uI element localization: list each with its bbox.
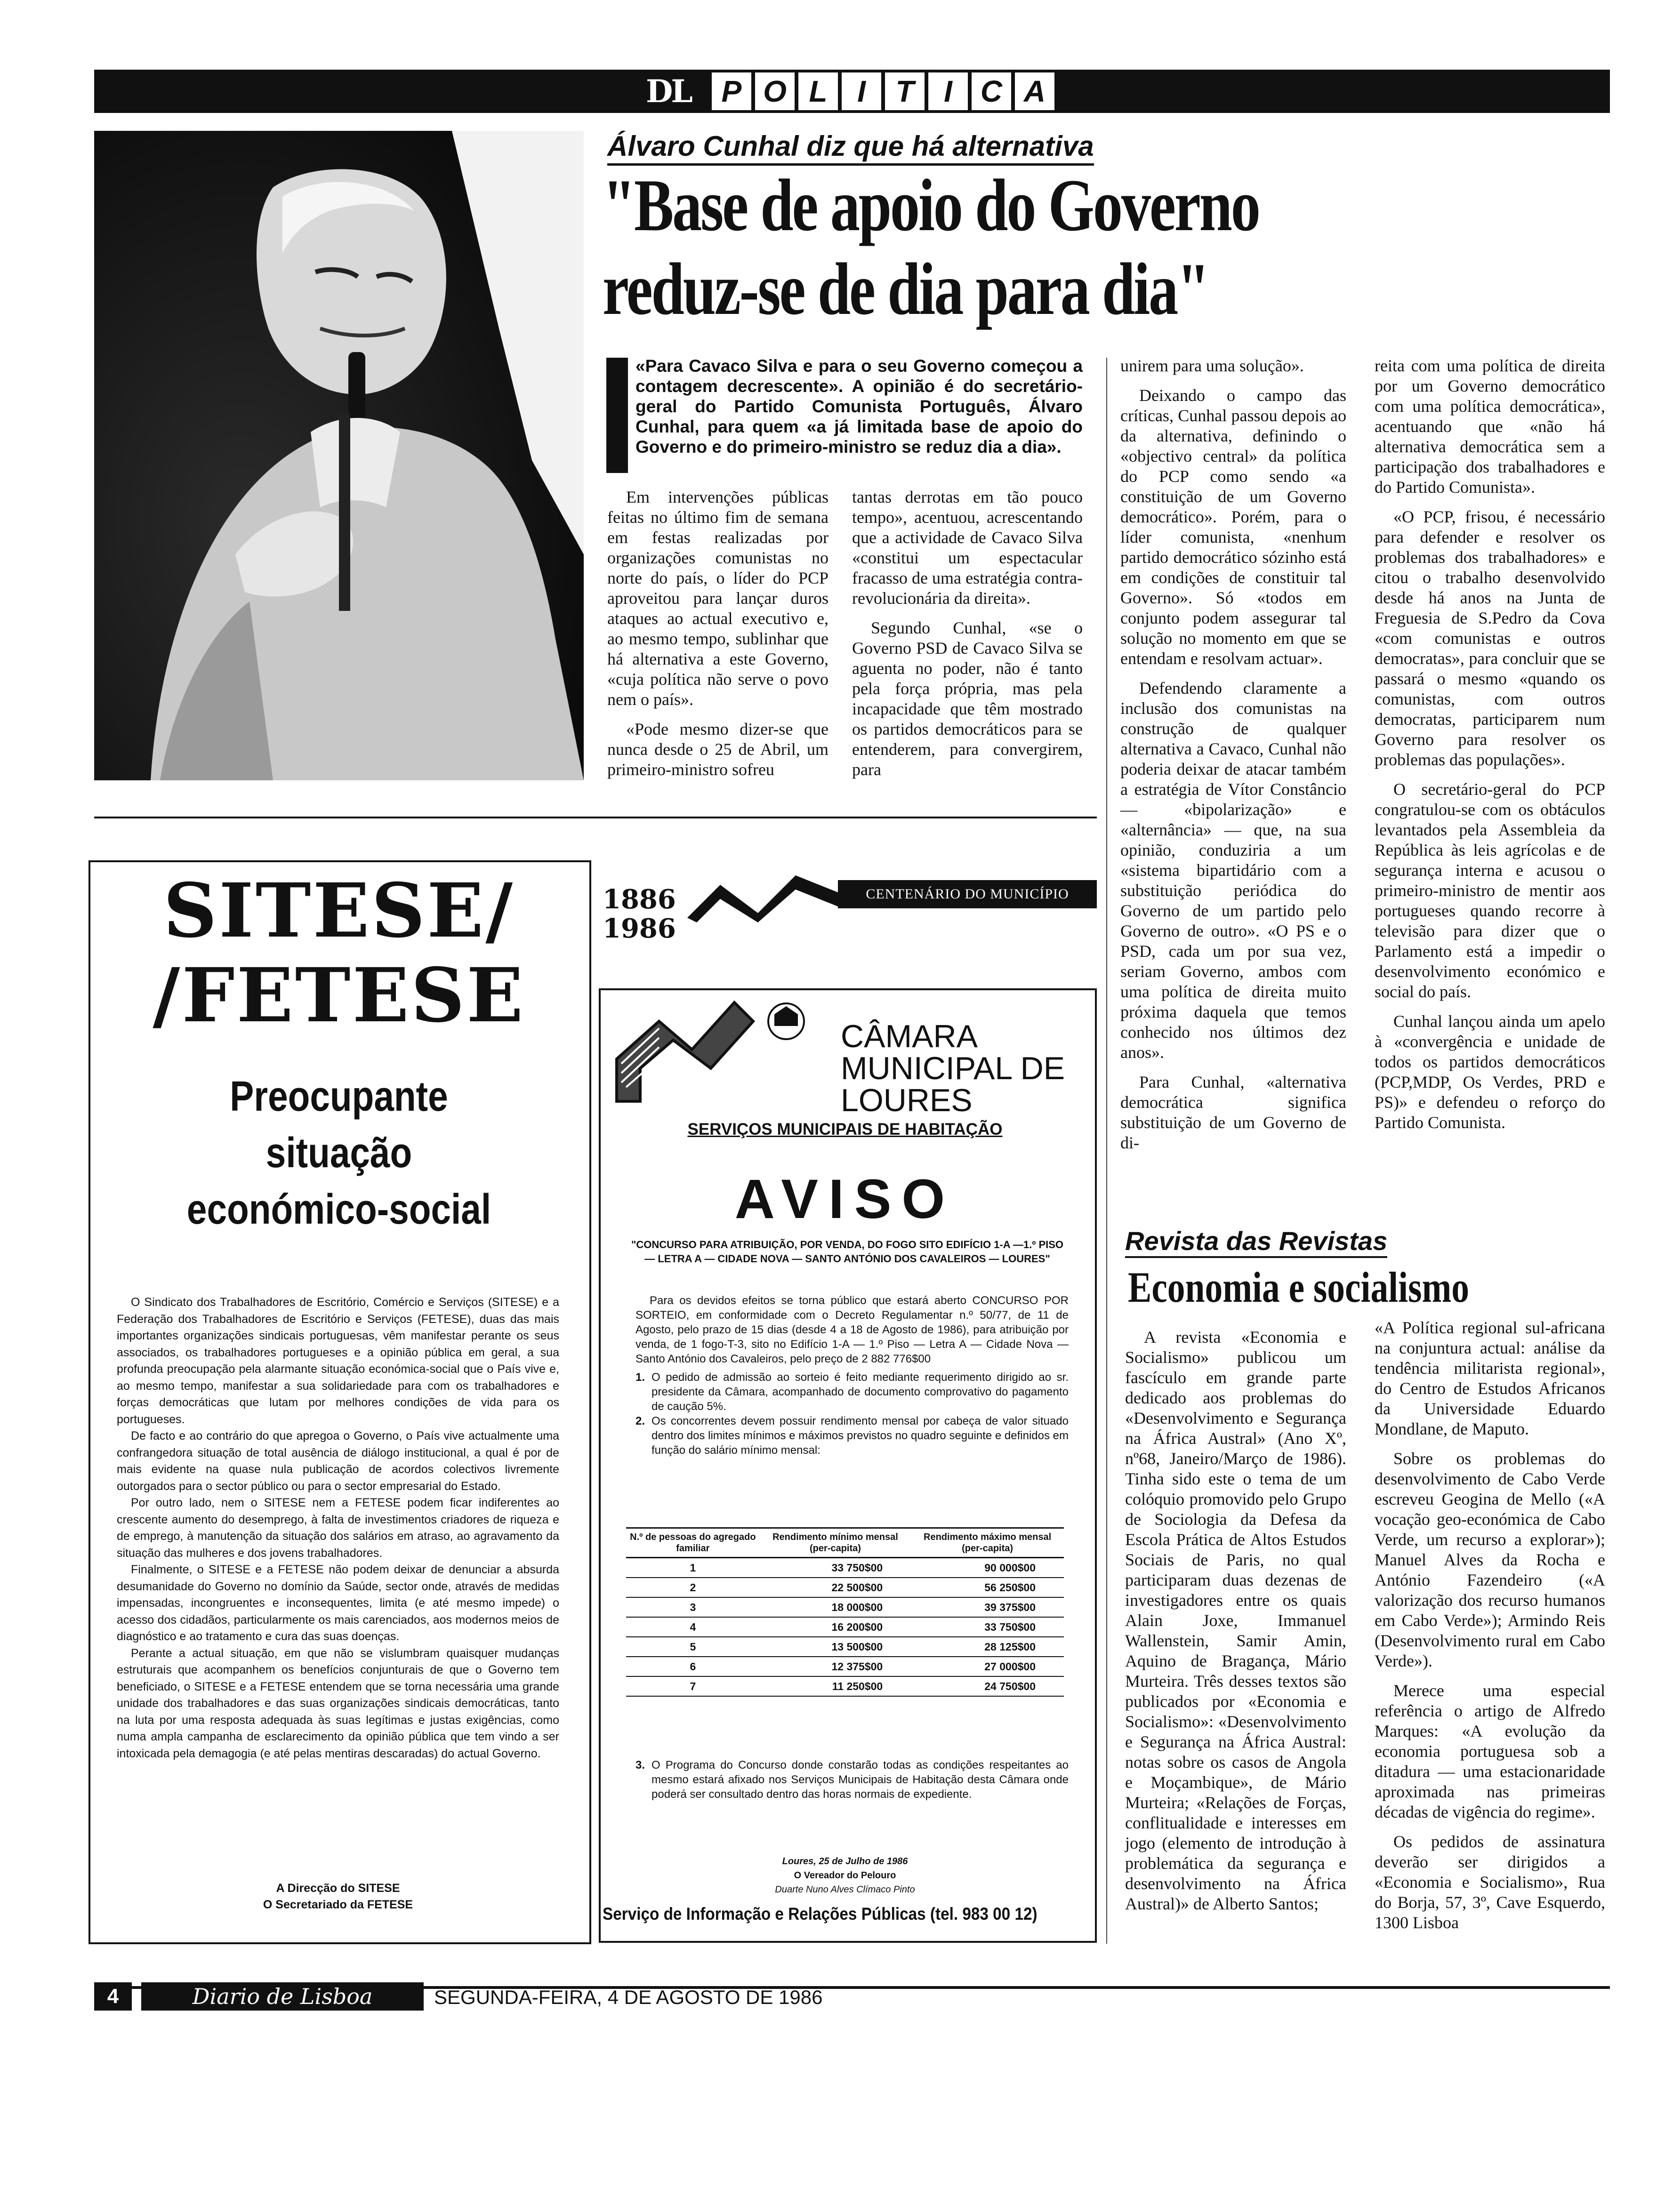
paragraph: reita com uma política de direita por um Governo democrático com uma política democrática», acentuando que «não há alternativa democrática sem a participação dos trabalhadores e do Partido Comunista». — [1375, 356, 1605, 497]
article-kicker: Álvaro Cunhal diz que há alternativa — [607, 130, 1094, 166]
item-number: 3. — [635, 1759, 645, 1771]
camara-notice-item3 — [635, 1758, 1069, 1802]
sitese-subtitle-line: situação — [265, 1130, 412, 1177]
paragraph: Finalmente, o SITESE e a FETESE não podem deixar de denunciar a absurda desumanidade do Governo no domínio da Saúde, sector onde, através de medidas impensadas, incongruentes e inconsequentes, limita (e até mesmo impede) o acesso dos cidadãos, particularmente os mais carenciados, aos modernos meios de diagnóstico e ao tratamento e cura das suas doenças. — [117, 1563, 559, 1643]
table-cell: 39 375$00 — [911, 1597, 1064, 1617]
sitese-title-line: /FETESE — [153, 952, 525, 1039]
paragraph: «Pode mesmo dizer-se que nunca desde o 25 de Abril, um primeiro-ministro sofreu — [607, 720, 828, 779]
camara-notice-text — [635, 1293, 1069, 1458]
table-cell: 4 — [626, 1617, 760, 1637]
item-text: O pedido de admissão ao sorteio é feito mediante requerimento dirigido ao sr. presidente da Câmara, acompanhado de documento comprovativo do pagamento de caução 5%. — [652, 1371, 1069, 1413]
paragraph: tantas derrotas em tão pouco tempo», acentuou, acrescentando que a actividade de Cavaco Silva «constitui um espectacular fracasso de uma estratégia contra-revolucionária da direita». — [852, 488, 1083, 608]
paragraph: A revista «Economia e Socialismo» publicou um fascículo em grande parte dedicado aos problemas do «Desenvolvimento e Segurança na África Austral» (Ano Xº, nº68, Janeiro/Março de 1986). Tinha sido este o tema de um colóquio promovido pelo Grupo de Sociologia da Defesa da Escola Prática de Altos Estudos Sociais de Paris, no qual participaram duas dezenas de investigadores entre os quais Alain Joxe, Immanuel Wallenstein, Samir Amin, Aquino de Bragança, Mário Murteira. Três desses textos são publicados por «Economia e Socialismo»: «Desenvolvimento e Segurança na África Austral: notas sobre os casos de Angola e Moçambique», de Mário Murteira; «Relações de Forças, conflitualidade e interesses em jogo (elemento de introdução à problemática da segurança e desenvolvimento na África Austral)» de Alberto Santos; — [1125, 1328, 1346, 1913]
table-row — [626, 1617, 1064, 1637]
paragraph: Por outro lado, nem o SITESE nem a FETESE podem ficar indiferentes ao crescente aumento do desemprego, à falta de investimentos criadores de riqueza e de emprego, à manutenção da situação dos salários em atraso, ao agravamento da situação das mulheres e dos jovens trabalhadores. — [117, 1496, 559, 1560]
article-headline — [603, 164, 1408, 331]
paragraph: Para os devidos efeitos se torna público que estará aberto CONCURSO POR SORTEIO, em conformidade com o Decreto Regulamentar n.º 50/77, de 11 de Agosto, pelo prazo de 15 dias (desde 4 a 18 de Agosto de 1986), para atribuição por venda, de 1 fogo-T-3, sito no Edifício 1-A — 1.º Piso — Letra A — Cidade Nova — Santo António dos Cavaleiros, pelo preço de 2 882 776$00 — [635, 1294, 1069, 1365]
newspaper-name: Diario de Lisboa — [141, 1982, 424, 2011]
table-cell: 11 250$00 — [760, 1676, 911, 1696]
table-cell: 33 750$00 — [911, 1617, 1064, 1637]
table-cell: 5 — [626, 1637, 760, 1657]
item-number: 2. — [635, 1415, 645, 1427]
paragraph: Merece uma especial referência o artigo de Alfredo Marques: «A evolução da economia portuguesa sob a ditadura — uma estacionaridade aproximada nas primeiras décadas de vigência do regime». — [1375, 1681, 1605, 1821]
section-letter: A — [1014, 72, 1055, 111]
section-letter: L — [797, 72, 839, 111]
article-column-1 — [607, 487, 828, 789]
table-cell: 13 500$00 — [760, 1637, 911, 1657]
revista-kicker: Revista das Revistas — [1125, 1226, 1387, 1258]
lead-drop-bar — [606, 358, 628, 473]
paragraph: Deixando o campo das críticas, Cunhal passou depois ao da alternativa, definindo o «objectivo central» da política do PCP como sendo «a constituição de um Governo democrático». Porém, para o líder comunista, «nenhum partido democrático sózinho está em condições de constituir tal Governo». Só «todos em conjunto podem assegurar tal solução no momento em que se entendam e resolvam actuar». — [1120, 386, 1346, 668]
income-table — [626, 1527, 1064, 1697]
table-cell: 18 000$00 — [760, 1597, 911, 1617]
section-letter: T — [884, 72, 925, 111]
item-number: 1. — [635, 1371, 645, 1384]
column-header: Rendimento máximo mensal (per-capita) — [911, 1528, 1064, 1558]
paragraph: Em intervenções públicas feitas no último fim de semana em festas realizadas por organizações comunistas no norte do país, o líder do PCP aproveitou para lançar duros ataques ao actual executivo e, ao mesmo tempo, sublinhar que há alternativa a este Governo, «cuja política não serve o povo nem o país». — [607, 488, 828, 709]
paragraph: O secretário-geral do PCP congratulou-se com os obtáculos levantados pela Assembleia da República às leis agrícolas e de segurança interna e acusou o primeiro-ministro de mentir aos portugueses quando recorre à televisão para dizer que o Parlamento está a impedir o desenvolvimento económico e social do país. — [1375, 780, 1605, 1001]
table-cell: 28 125$00 — [911, 1637, 1064, 1657]
revista-column-2 — [1375, 1318, 1605, 1942]
table-cell: 1 — [626, 1558, 760, 1578]
paragraph: Sobre os problemas do desenvolvimento de Cabo Verde escreveu Geogina de Mello («A vocação geo-económica de Cabo Verde, um recurso a explorar»); Manuel Alves da Rocha e António Fazendeiro («A valorização dos recurso humanos em Cabo Verde»); Armindo Reis (Desenvolvimento rural em Cabo Verde»). — [1375, 1449, 1605, 1670]
camara-name-line: LOURES — [841, 1082, 973, 1118]
sitese-body — [117, 1294, 559, 1762]
camara-notice-title: AVISO — [734, 1168, 956, 1230]
signature-date: Loures, 25 de Julho de 1986 — [782, 1856, 908, 1867]
revista-column-1 — [1125, 1327, 1346, 1923]
paragraph: «O PCP, frisou, é necessário para defender e resolver os problemas dos trabalhadores» e citou o trabalho desenvolvido desde há anos na Junta de Freguesia de S.Pedro da Cova «com comunistas e outros democratas», para concluir que se passará o mesmo «quando os comunistas, com outros democratas, participarem num Governo para resolver os problemas das populações». — [1375, 507, 1605, 769]
table-cell: 16 200$00 — [760, 1617, 911, 1637]
paragraph: unirem para uma solução». — [1120, 356, 1304, 375]
section-letter: P — [711, 72, 752, 111]
table-cell: 7 — [626, 1676, 760, 1696]
signature-line: O Secretariado da FETESE — [263, 1898, 413, 1911]
camara-contest-heading: "CONCURSO PARA ATRIBUIÇÃO, POR VENDA, DO FOGO SITO EDIFÍCIO 1-A —1.º PISO — LETRA A — CIDADE NOVA — SANTO ANTÓNIO DOS CAVALEIROS — LOURES" — [631, 1239, 1064, 1265]
signature-line: A Direcção do SITESE — [276, 1882, 400, 1895]
numbered-item — [635, 1414, 1069, 1458]
camara-name-line: MUNICIPAL DE — [841, 1050, 1065, 1086]
table-row — [626, 1578, 1064, 1597]
section-letter: O — [754, 72, 796, 111]
column-header: N.º de pessoas do agregado familiar — [626, 1528, 760, 1558]
revista-title: Economia e socialismo — [1128, 1263, 1470, 1311]
paragraph: Perante a actual situação, em que não se vislumbram quaisquer mudanças estruturais que acompanhem os benefícios conjunturais de que o Governo tem beneficiado, o SITESE e a FETESE entendem que se torna necessária uma grande unidade dos trabalhadores e das suas organizações sindicais democráticas, tanto na luta por uma resposta adequada às suas legítimas e justas exigências, como numa ampla campanha de esclarecimento da opinião pública que tem vindo a ser intoxicada pela demagogia (e até pelas mentiras descaradas) do actual Governo. — [117, 1646, 559, 1760]
table-row — [626, 1657, 1064, 1676]
numbered-item — [635, 1370, 1069, 1414]
table-row — [626, 1597, 1064, 1617]
item-text: O Programa do Concurso donde constarão todas as condições respeitantes ao mesmo estará afixado nos Serviços Municipais de Habitação desta Câmara onde poderá ser consultado dentro das horas normais de expediente. — [652, 1759, 1069, 1801]
table-row — [626, 1558, 1064, 1578]
sitese-title — [94, 869, 584, 1038]
sitese-title-line: SITESE/ — [163, 867, 515, 954]
table-cell: 12 375$00 — [760, 1657, 911, 1676]
paragraph: Para Cunhal, «alternativa democrática significa substituição de um Governo de di- — [1120, 1073, 1346, 1152]
table-header-row — [626, 1528, 1064, 1558]
table-cell: 22 500$00 — [760, 1578, 911, 1597]
camara-signature — [626, 1854, 1064, 1897]
paragraph: «A Política regional sul-africana na conjuntura actual: análise da tendência militarista regional», do Centro de Estudos Africanos da Universidade Eduardo Mondlane, de Maputo. — [1375, 1318, 1605, 1438]
sitese-subtitle — [131, 1068, 547, 1238]
signature-role: O Vereador do Pelouro — [794, 1870, 896, 1881]
newspaper-logo: DL — [646, 73, 691, 110]
camara-name — [841, 1020, 1095, 1116]
table-row — [626, 1637, 1064, 1657]
page-number: 4 — [94, 1982, 132, 2011]
camara-name-line: CÂMARA — [841, 1018, 978, 1054]
paragraph: De facto e ao contrário do que apregoa o Governo, o País vive actualmente uma confrangedora situação de total ausência de diálogo institucional, a qual é por de mais evidente na quase nula publicação de acordos colectivos livremente outorgados para o sector público ou para o sector empresarial do Estado. — [117, 1429, 559, 1493]
sitese-signature — [117, 1880, 559, 1913]
table-cell: 2 — [626, 1578, 760, 1597]
section-letter: C — [971, 72, 1012, 111]
article-column-2 — [852, 487, 1083, 789]
camara-logo-icon — [612, 993, 810, 1106]
table-row — [626, 1676, 1064, 1696]
table-cell: 27 000$00 — [911, 1657, 1064, 1676]
centenary-wave-icon — [687, 866, 843, 922]
table-cell: 3 — [626, 1597, 760, 1617]
table-cell: 33 750$00 — [760, 1558, 911, 1578]
table-cell: 56 250$00 — [911, 1578, 1064, 1597]
paragraph: Defendendo claramente a inclusão dos comunistas na construção de qualquer alternativa a Cavaco, Cunhal não poderia deixar de atacar também a estratégia de Vítor Constâncio — «bipolarização» e «alternância» — que, na sua opinião, conduziria a um «sistema bipartidário com a substituição periódica do Governo de um partido pelo Governo de outro». «O PS e o PSD, cada um por sua vez, seriam Governo, ambos com uma política de direita muito próxima daquela que temos conhecido nos últimos dez anos». — [1120, 679, 1346, 1062]
article-column-3 — [1120, 356, 1346, 1153]
table-cell: 6 — [626, 1657, 760, 1676]
centenary-year-start: 1886 — [603, 884, 676, 915]
issue-date: SEGUNDA-FEIRA, 4 DE AGOSTO DE 1986 — [434, 1986, 823, 2008]
column-divider — [1106, 358, 1107, 1944]
paragraph: O Sindicato dos Trabalhadores de Escritório, Comércio e Serviços (SITESE) e a Federação dos Trabalhadores de Escritório e Serviços (FETESE), duas das mais importantes organizações sindicais portuguesas, vêm manifestar perante os seus associados, os trabalhadores portugueses e a opinião pública em geral, a sua profunda preocupação pela alarmante situação económica-social que o País vive e, ao mesmo tempo, manifestar a sua solidariedade para com os trabalhadores e forças democráticas que lutam por melhores condições de vida para os portugueses. — [117, 1296, 559, 1426]
numbered-item — [635, 1758, 1069, 1802]
section-letter: I — [841, 72, 882, 111]
camara-department: SERVIÇOS MUNICIPAIS DE HABITAÇÃO — [687, 1120, 1003, 1138]
centenary-year-end: 1986 — [603, 913, 676, 944]
item-text: Os concorrentes devem possuir rendimento mensal por cabeça de valor situado dentro dos limites mínimos e máximos previstos no quadro seguinte e definidos em função do salário mínimo mensal: — [652, 1415, 1069, 1457]
sitese-subtitle-line: Preocupante — [230, 1073, 448, 1120]
article-column-4 — [1375, 356, 1605, 1142]
photo-portrait-illustration — [94, 131, 584, 780]
sitese-subtitle-line: económico-social — [186, 1186, 491, 1233]
headline-line: "Base de apoio do Governo — [603, 164, 1259, 247]
table-cell: 90 000$00 — [911, 1558, 1064, 1578]
signature-name: Duarte Nuno Alves Clímaco Pinto — [775, 1884, 915, 1895]
centenary-banner: CENTENÁRIO DO MUNICÍPIO — [838, 880, 1097, 908]
section-divider — [94, 817, 1097, 818]
paragraph: Segundo Cunhal, «se o Governo PSD de Cavaco Silva se aguenta no poder, não é tanto pela força própria, mas pela incapacidade que têm mostrado os partidos democráticos para se entenderem, para convergirem, para — [852, 618, 1083, 779]
article-photo — [94, 131, 584, 780]
section-letter: I — [927, 72, 969, 111]
headline-line: reduz-se de dia para dia" — [603, 248, 1209, 330]
column-header: Rendimento mínimo mensal (per-capita) — [760, 1528, 911, 1558]
camara-info-line: Serviço de Informação e Relações Públicas (tel. 983 00 12) — [603, 1904, 1038, 1923]
paragraph: Cunhal lançou ainda um apelo à «convergência e unidade de todos os partidos democráticos (PCP,MDP, Os Verdes, PRD e PS)» e defendeu o reforço do Partido Comunista. — [1375, 1012, 1605, 1132]
section-title — [711, 72, 1057, 111]
article-lead: «Para Cavaco Silva e para o seu Governo começou a contagem decrescente». A opinião é do secretário-geral do Partido Comunista Português, Álvaro Cunhal, para quem «a já limitada base de apoio do Governo e do primeiro-ministro se reduz dia a dia». — [635, 356, 1083, 457]
table-cell: 24 750$00 — [911, 1676, 1064, 1696]
paragraph: Os pedidos de assinatura deverão ser dirigidos a «Economia e Socialismo», Rua do Borja, 57, 3º, Cave Esquerdo, 1300 Lisboa — [1375, 1832, 1605, 1932]
